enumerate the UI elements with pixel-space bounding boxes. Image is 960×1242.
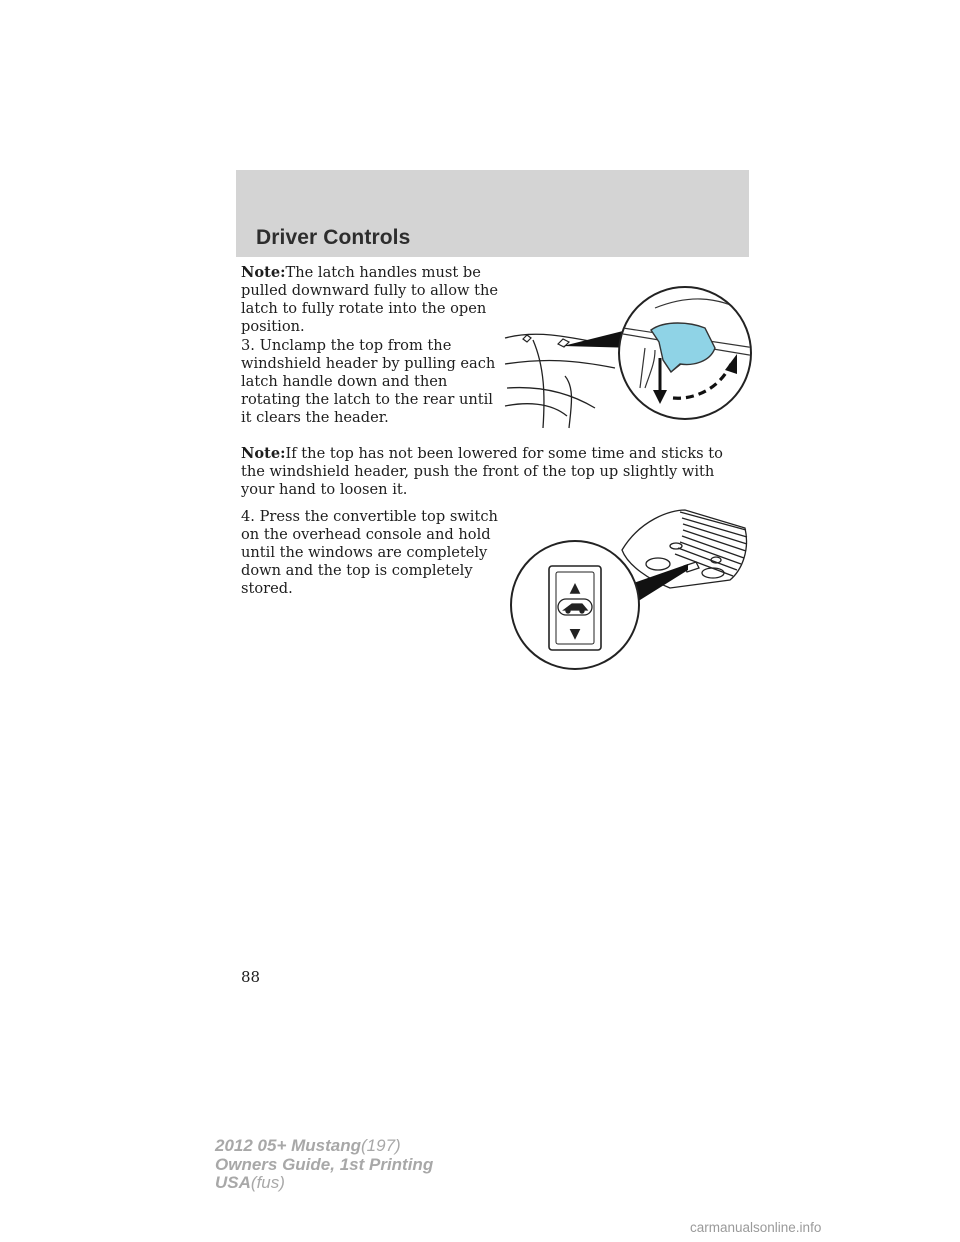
note-label: Note: [241,264,286,281]
note-latch-handles [241,264,503,336]
footer-print-info: 2012 05+ Mustang(197) Owners Guide, 1st Printing USA(fus) [215,1136,434,1192]
page-number: 88 [241,968,261,986]
latch-illustration [505,278,755,428]
note-text: The latch handles must be pulled downward fully to allow the latch to fully rotate into the open position. [241,264,499,335]
switch-down-arrow-icon: ▼ [569,626,581,642]
note-top-sticks [241,445,751,499]
note-text: If the top has not been lowered for some time and sticks to the windshield header, push the front of the top up slightly with your hand to loosen it. [241,445,723,498]
step-4-press-switch: 4. Press the convertible top switch on the overhead console and hold until the windows are completely down and the top is completely stored. [241,508,498,597]
section-title: Driver Controls [256,226,411,249]
watermark: carmanualsonline.info [690,1220,822,1235]
section-header [236,170,749,257]
note-label: Note: [241,445,286,462]
step-3-unclamp: 3. Unclamp the top from the windshield header by pulling each latch handle down and then rotating the latch to the rear until it clears the header. [241,337,496,426]
switch-up-arrow-icon: ▲ [569,580,581,596]
overhead-console-illustration [510,500,760,675]
